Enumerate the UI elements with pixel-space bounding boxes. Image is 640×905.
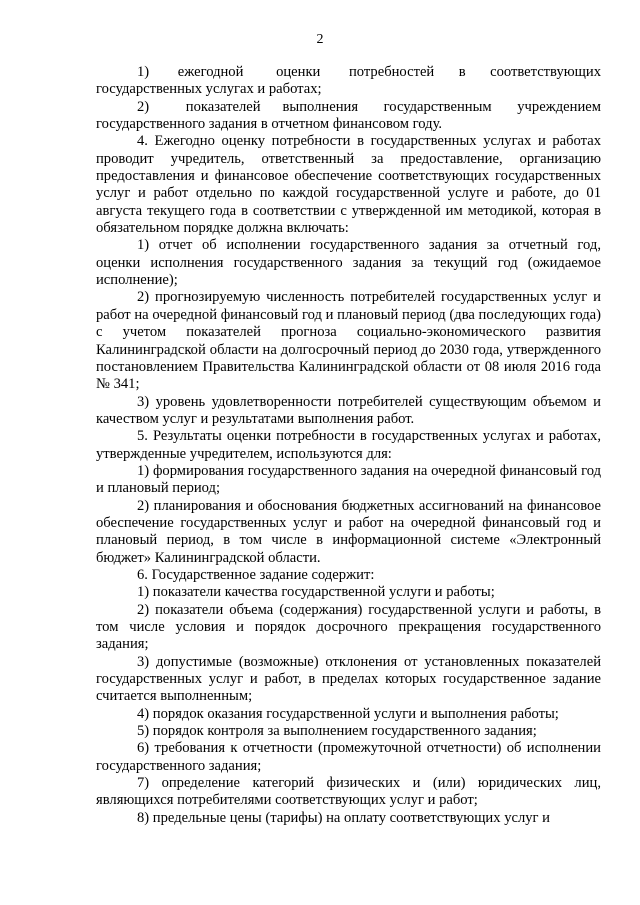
page-number: 2 — [316, 32, 324, 47]
paragraph-4: 1) отчет об исполнении государственного задания за отчетный год, оценки исполнения государственного задания за текущий год (ожидаемое исполнение); — [96, 237, 601, 289]
paragraph-1: 1) ежегодной оценки потребностей в соответствующих государственных услугах и работах; — [96, 64, 601, 98]
paragraph-10: 6. Государственное задание содержит: — [137, 566, 375, 583]
paragraph-11: 1) показатели качества государственной услуги и работы; — [137, 584, 495, 601]
paragraph-16: 6) требования к отчетности (промежуточной отчетности) об исполнении государственного задания; — [96, 740, 601, 774]
paragraph-17: 7) определение категорий физических и (или) юридических лиц, являющихся потребителями соответствующих услуг и работ; — [96, 775, 601, 809]
paragraph-3: 4. Ежегодно оценку потребности в государственных услугах и работах проводит учредитель, ответственный за предоставление, организацию предоставления и финансовое обеспечение соответствующих государственных услуг и работ отдельно по каждой государственной услуге и работе, до 01 августа текущего года в соответствии с утвержденной им методикой, которая в обязательном порядке должна включать: — [96, 133, 601, 237]
paragraph-15: 5) порядок контроля за выполнением государственного задания; — [137, 723, 537, 740]
paragraph-5: 2) прогнозируемую численность потребителей государственных услуг и работ на очередной финансовый год и плановый период (два последующих года) с учетом показателей прогноза социально-экономического развития Калининградской области на долгосрочный период до 2030 года, утвержденного постановлением Правительства Калининградской области от 08 июля 2016 года № 341; — [96, 289, 601, 393]
paragraph-7: 5. Результаты оценки потребности в государственных услугах и работах, утвержденные учредителем, используются для: — [96, 428, 601, 462]
paragraph-14: 4) порядок оказания государственной услуги и выполнения работы; — [137, 705, 559, 722]
paragraph-12: 2) показатели объема (содержания) государственной услуги и работы, в том числе условия и порядок досрочного прекращения государственного задания; — [96, 601, 601, 653]
paragraph-13: 3) допустимые (возможные) отклонения от установленных показателей государственных услуг и работ, в пределах которых государственное задание считается выполненным; — [96, 653, 601, 705]
paragraph-6: 3) уровень удовлетворенности потребителей существующим объемом и качеством услуг и результатами выполнения работ. — [96, 393, 601, 427]
paragraph-18: 8) предельные цены (тарифы) на оплату соответствующих услуг и — [137, 809, 550, 826]
paragraph-2: 2) показателей выполнения государственным учреждением государственного задания в отчетном финансовом году. — [96, 98, 601, 133]
paragraph-9: 2) планирования и обоснования бюджетных ассигнований на финансовое обеспечение государственных услуг и работ на очередной финансовый год и плановый период, в том числе в информационной системе «Электронный бюджет» Калининградской области. — [96, 497, 601, 566]
document-body — [96, 64, 601, 827]
paragraph-8: 1) формирования государственного задания на очередной финансовый год и плановый период; — [96, 462, 601, 497]
